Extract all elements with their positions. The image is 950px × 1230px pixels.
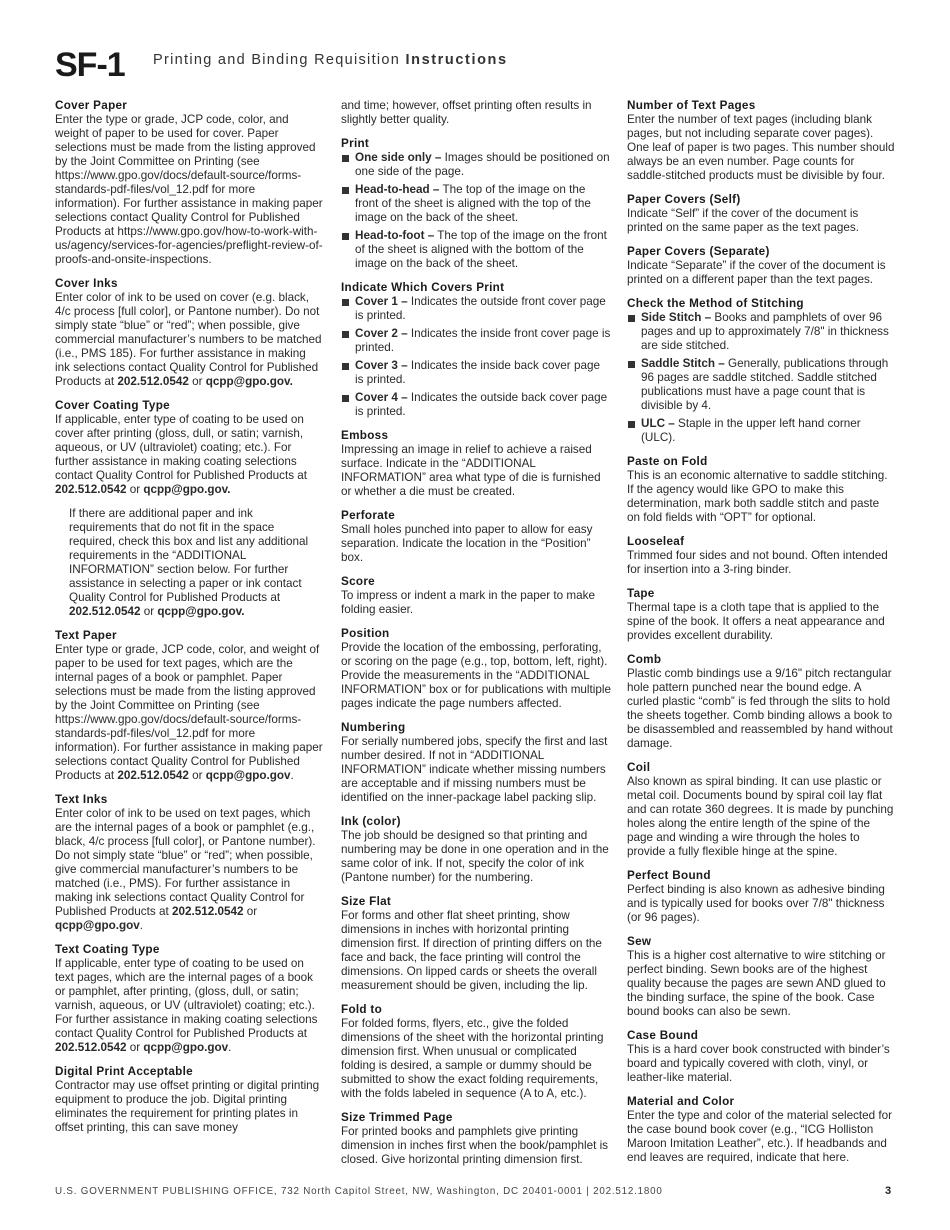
section-heading: Case Bound <box>627 1029 699 1042</box>
section-cover-coating <box>55 399 323 497</box>
section-heading: Digital Print Acceptable <box>55 1065 193 1078</box>
section-perfect-bound <box>627 869 895 925</box>
section-heading: Looseleaf <box>627 535 685 548</box>
section-text: For serially numbered jobs, specify the first and last number desired. If not in “ADDITIONAL INFORMATION” indicate whether missing numbers are acceptable and if missing numbers must be identified on the inner-package label packing slip. <box>341 735 608 804</box>
section-perforate <box>341 509 611 565</box>
section-text-inks <box>55 793 323 933</box>
section-text: Contractor may use offset printing or digital printing equipment to produce the job. Digital printing eliminates the requirement for printing plates in offset printing, this can save money <box>55 1079 320 1134</box>
page-footer: U.S. GOVERNMENT PUBLISHING OFFICE, 732 North Capitol Street, NW, Washington, DC 20401-0001 | 202.512.1800 <box>55 1186 663 1197</box>
section-text: Trimmed four sides and not bound. Often intended for insertion into a 3-ring binder. <box>627 549 888 576</box>
section-cover-inks <box>55 277 323 389</box>
column-2 <box>341 99 611 1177</box>
list-item: Head-to-head – The top of the image on the front of the sheet is aligned with the top of the image on the back of the sheet. <box>341 183 611 225</box>
section-text: For printed books and pamphlets give printing dimension in inches first when the book/pamphlet is closed. Give horizontal printing dimension first. <box>341 1125 609 1166</box>
section-number-text-pages <box>627 99 895 183</box>
section-stitching <box>627 297 895 445</box>
section-text: For folded forms, flyers, etc., give the folded dimensions of the sheet with the horizontal printing dimension first. When unusual or complicated folding is desired, a sample or dummy should be submitted to show the exact folding requirements, with the folds labeled in sequence (A to A, etc.). <box>341 1017 604 1100</box>
page-number: 3 <box>885 1185 892 1197</box>
section-fold-to <box>341 1003 611 1101</box>
column-1 <box>55 99 323 1145</box>
section-continued <box>341 99 611 127</box>
section-text: Indicate “Self” if the cover of the document is printed on the same paper as the text pages. <box>627 207 859 234</box>
section-heading: Cover Coating Type <box>55 399 170 412</box>
section-text: If there are additional paper and ink requirements that do not fit in the space required, check this box and list any additional requirements in the “ADDITIONAL INFORMATION” section below. For further assistance in selecting a paper or ink contact Quality Control for Published Products at 202.512.0542 or qcpp@gpo.gov. <box>69 507 309 618</box>
section-text: Enter type or grade, JCP code, color, and weight of paper to be used for text pages, which are the internal pages of a book or pamphlet. Paper selections must be made from the listing approved by the Joint Committee on Printing (see https://www.gpo.gov/docs/default-source/forms-standards-pdf-files/vol_12.pdf for more information). For further assistance in making paper selections contact Quality Control for Published Products at 202.512.0542 or qcpp@gpo.gov. <box>55 643 323 782</box>
section-heading: Coil <box>627 761 651 774</box>
list-item: Side Stitch – Books and pamphlets of over 96 pages and up to approximately 7/8" in thickness are side stitched. <box>627 311 895 353</box>
section-material-color <box>627 1095 895 1165</box>
section-size-trimmed <box>341 1111 611 1167</box>
section-text: Also known as spiral binding. It can use plastic or metal coil. Documents bound by spiral coil lay flat and can rotate 360 degrees. It is made by punching holes along the entire length of the spine of the page and winding a wire through the holes to provide a fully flexible hinge at the spine. <box>627 775 894 858</box>
list-item: Saddle Stitch – Generally, publications through 96 pages are saddle stitched. Saddle stitched publications must have a page count that is divisible by 4. <box>627 357 895 413</box>
section-heading: Numbering <box>341 721 406 734</box>
section-numbering <box>341 721 611 805</box>
bullet-list <box>341 295 611 419</box>
section-additional-requirements <box>69 507 323 619</box>
section-text: Enter the type or grade, JCP code, color, and weight of paper to be used for cover. Paper selections must be made from the listing approved by the Joint Committee on Printing (see https://www.gpo.gov/docs/default-source/forms-standards-pdf-files/vol_12.pdf for more information). For further assistance in making paper selections contact Quality Control for Published Products at https://www.gpo.gov/how-to-work-with-us/agency/services-for-agencies/preflight-review-of-proofs-and-onsite-inspections. <box>55 113 323 266</box>
section-heading: Text Inks <box>55 793 108 806</box>
section-print <box>341 137 611 271</box>
form-title: Printing and Binding Requisition Instructions <box>153 52 508 68</box>
section-cover-paper <box>55 99 323 267</box>
section-heading: Size Trimmed Page <box>341 1111 453 1124</box>
section-text: This is a hard cover book constructed with binder’s board and typically covered with cloth, vinyl, or leather-like material. <box>627 1043 890 1084</box>
section-heading: Size Flat <box>341 895 392 908</box>
list-item: ULC – Staple in the upper left hand corner (ULC). <box>627 417 895 445</box>
section-heading: Ink (color) <box>341 815 401 828</box>
section-position <box>341 627 611 711</box>
section-covers-self <box>627 193 895 235</box>
section-text: If applicable, enter type of coating to be used on cover after printing (gloss, dull, or satin; varnish, aqueous, or UV (ultraviolet) coating; etc.). For further assistance in making coating selections contact Quality Control for Published Products at 202.512.0542 or qcpp@gpo.gov. <box>55 413 308 496</box>
section-heading: Perfect Bound <box>627 869 711 882</box>
list-item: One side only – Images should be positioned on one side of the page. <box>341 151 611 179</box>
section-ink-color <box>341 815 611 885</box>
section-heading: Sew <box>627 935 652 948</box>
section-heading: Position <box>341 627 390 640</box>
section-text: and time; however, offset printing often results in slightly better quality. <box>341 99 592 126</box>
bullet-list <box>341 151 611 271</box>
section-heading: Paste on Fold <box>627 455 708 468</box>
section-text: Plastic comb bindings use a 9/16" pitch rectangular hole pattern punched near the bound edge. A curled plastic “comb” is fed through the slits to hold the sheets together. Comb binding allows a book to be disassembled and reassembled by hand without damage. <box>627 667 893 750</box>
section-text: For forms and other flat sheet printing, show dimensions in inches with horizontal printing dimension first. If direction of printing differs on the face and back, the face printing will control the dimensions. On lipped cards or sheets the overall measurement should be given, including the lip. <box>341 909 602 992</box>
section-heading: Number of Text Pages <box>627 99 756 112</box>
bullet-list <box>627 311 895 445</box>
section-case-bound <box>627 1029 895 1085</box>
section-text: Enter the number of text pages (including blank pages, but not including separate cover pages). One leaf of paper is two pages. This number should always be an even number. Page counts for saddle-stitched products must be divisible by four. <box>627 113 895 182</box>
section-text: Impressing an image in relief to achieve a raised surface. Indicate in the “ADDITIONAL INFORMATION” area what type of die is furnished or whether a die must be created. <box>341 443 601 498</box>
section-heading: Check the Method of Stitching <box>627 297 804 310</box>
section-text: Indicate “Separate” if the cover of the document is printed on a different paper than the text pages. <box>627 259 886 286</box>
section-covers-print <box>341 281 611 419</box>
section-heading: Score <box>341 575 375 588</box>
section-heading: Comb <box>627 653 662 666</box>
section-emboss <box>341 429 611 499</box>
list-item: Cover 2 – Indicates the inside front cover page is printed. <box>341 327 611 355</box>
form-id: SF-1 <box>55 46 125 84</box>
page-header <box>55 46 508 85</box>
section-text: If applicable, enter type of coating to be used on text pages, which are the internal pages of a book or pamphlet, after printing, (gloss, dull, or satin; varnish, aqueous, or UV (ultraviolet) coating; etc.). For further assistance in making coating selections contact Quality Control for Published Products at 202.512.0542 or qcpp@gpo.gov. <box>55 957 318 1054</box>
section-text: This is an economic alternative to saddle stitching. If the agency would like GPO to make this determination, mark both saddle stitch and paste on fold fields with “OPT” for optional. <box>627 469 888 524</box>
section-covers-separate <box>627 245 895 287</box>
section-looseleaf <box>627 535 895 577</box>
section-heading: Emboss <box>341 429 389 442</box>
section-text: Provide the location of the embossing, perforating, or scoring on the page (e.g., top, bottom, left, right). Provide the measurements in the “ADDITIONAL INFORMATION” box or for publications with multiple pages indicate the page numbers affected. <box>341 641 611 710</box>
section-sew <box>627 935 895 1019</box>
section-text: Enter color of ink to be used on text pages, which are the internal pages of a book or pamphlet (e.g., black, 4/c process [full color], or Pantone number). Do not simply state “blue” or “red”; when possible, give commercial manufacturer’s numbers to be matched (i.e., PMS). For further assistance in making ink selections contact Quality Control for Published Products at 202.512.0542 or qcpp@gpo.gov. <box>55 807 316 932</box>
section-heading: Paper Covers (Self) <box>627 193 741 206</box>
list-item: Cover 4 – Indicates the outside back cover page is printed. <box>341 391 611 419</box>
section-paste-on-fold <box>627 455 895 525</box>
list-item: Head-to-foot – The top of the image on the front of the sheet is aligned with the bottom of the image on the back of the sheet. <box>341 229 611 271</box>
section-text: Enter the type and color of the material selected for the case bound book cover (e.g., “ICG Holliston Maroon Imitation Leather”, etc.). If headbands and end leaves are required, indicate that here. <box>627 1109 893 1164</box>
section-text: To impress or indent a mark in the paper to make folding easier. <box>341 589 595 616</box>
section-text-coating <box>55 943 323 1055</box>
section-heading: Indicate Which Covers Print <box>341 281 505 294</box>
section-text-paper <box>55 629 323 783</box>
section-tape <box>627 587 895 643</box>
section-heading: Tape <box>627 587 655 600</box>
section-heading: Text Paper <box>55 629 117 642</box>
section-score <box>341 575 611 617</box>
section-text: This is a higher cost alternative to wire stitching or perfect binding. Sewn books are of the highest quality because the pages are sewn AND glued to the binding surface, the spine of the book. Case bound books can also be sewn. <box>627 949 886 1018</box>
section-text: Perfect binding is also known as adhesive binding and is typically used for books over 7/8" thickness (or 96 pages). <box>627 883 885 924</box>
section-size-flat <box>341 895 611 993</box>
section-digital-print <box>55 1065 323 1135</box>
section-heading: Material and Color <box>627 1095 735 1108</box>
section-heading: Cover Paper <box>55 99 128 112</box>
section-coil <box>627 761 895 859</box>
section-heading: Paper Covers (Separate) <box>627 245 770 258</box>
section-heading: Fold to <box>341 1003 383 1016</box>
section-comb <box>627 653 895 751</box>
section-text: Small holes punched into paper to allow for easy separation. Indicate the location in the “Position” box. <box>341 523 593 564</box>
section-heading: Perforate <box>341 509 396 522</box>
section-text: Enter color of ink to be used on cover (e.g. black, 4/c process [full color], or Pantone number). Do not simply state “blue” or “red”; when possible, give commercial manufacturer’s numbers to be matched (i.e., PMS 185). For further assistance in making ink selections contact Quality Control for Published Products at 202.512.0542 or qcpp@gpo.gov. <box>55 291 322 388</box>
section-text: The job should be designed so that printing and numbering may be done in one operation and in the same color of ink. If not, specify the color of ink (Pantone number) for the numbering. <box>341 829 609 884</box>
section-heading: Print <box>341 137 370 150</box>
section-heading: Text Coating Type <box>55 943 160 956</box>
section-heading: Cover Inks <box>55 277 118 290</box>
column-3 <box>627 99 895 1175</box>
section-text: Thermal tape is a cloth tape that is applied to the spine of the book. It offers a neat appearance and provides excellent durability. <box>627 601 885 642</box>
list-item: Cover 3 – Indicates the inside back cover page is printed. <box>341 359 611 387</box>
list-item: Cover 1 – Indicates the outside front cover page is printed. <box>341 295 611 323</box>
